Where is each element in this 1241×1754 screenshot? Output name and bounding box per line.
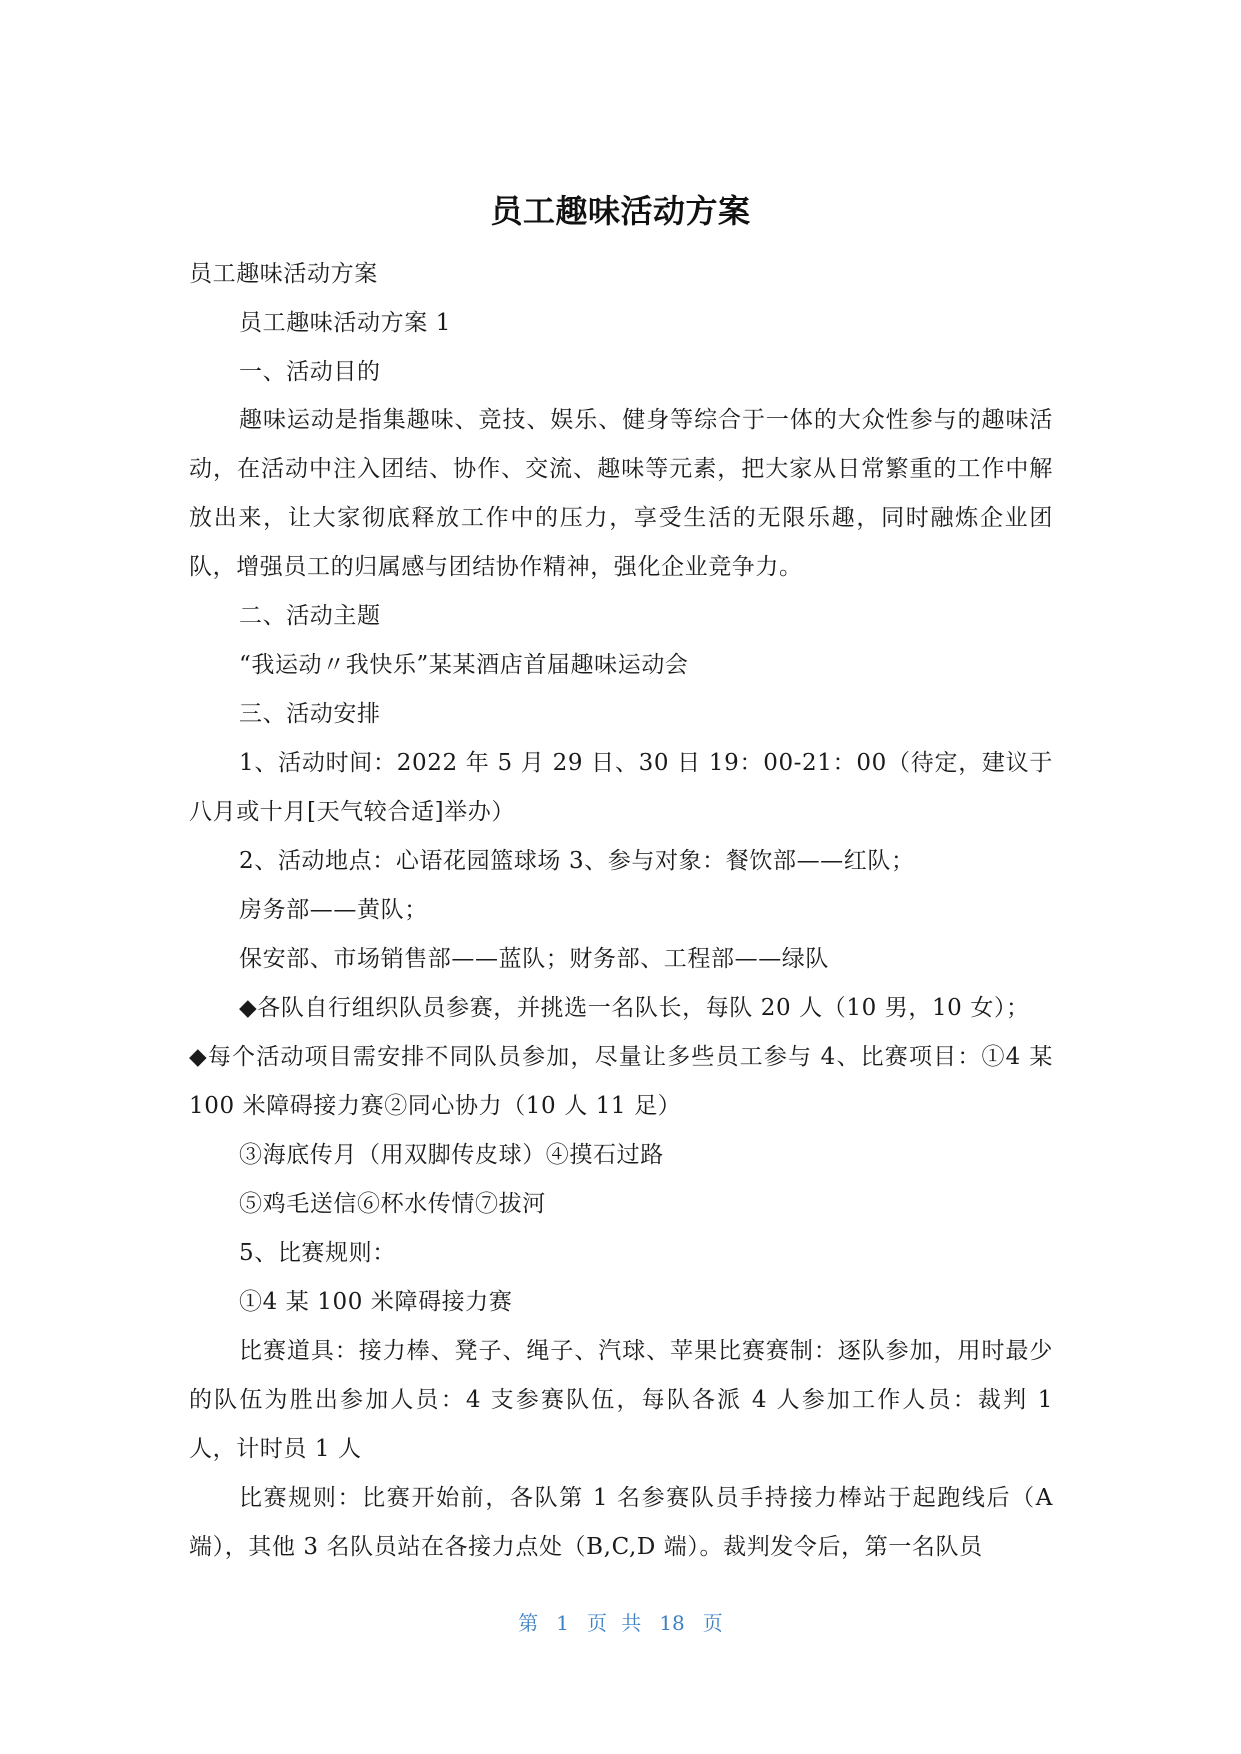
- paragraph: ⑤鸡毛送信⑥杯水传情⑦拔河: [239, 1191, 546, 1217]
- footer-current-page: 1: [556, 1611, 569, 1635]
- paragraph: 趣味运动是指集趣味、竞技、娱乐、健身等综合于一体的大众性参与的趣味活动，在活动中注入团结、协作、交流、趣味等元素，把大家从日常繁重的工作中解放出来，让大家彻底释放工作中的压力，享受生活的无限乐趣，同时融炼企业团队，增强员工的归属感与团结协作精神，强化企业竞争力。: [189, 407, 1053, 580]
- paragraph: 1、活动时间：2022 年 5 月 29 日、30 日 19：00-21：00（待定，建议于八月或十月[天气较合适]举办）: [189, 750, 1053, 825]
- paragraph: 房务部——黄队；: [239, 897, 428, 923]
- footer-word-page: 第: [518, 1611, 539, 1635]
- footer-total-pages: 18: [659, 1611, 685, 1635]
- paragraph: 员工趣味活动方案 1: [239, 310, 451, 336]
- paragraph: ③海底传月（用双脚传皮球）④摸石过路: [239, 1142, 664, 1168]
- paragraph: 比赛规则：比赛开始前，各队第 1 名参赛队员手持接力棒站于起跑线后（A 端），其他 3 名队员站在各接力点处（B,C,D 端）。裁判发令后，第一名队员: [189, 1485, 1053, 1560]
- paragraph: 2、活动地点：心语花园篮球场 3、参与对象：餐饮部——红队；: [239, 848, 915, 874]
- paragraph: ①4 某 100 米障碍接力赛: [239, 1289, 513, 1315]
- paragraph: ◆各队自行组织队员参赛，并挑选一名队长，每队 20 人（10 男，10 女）；: [239, 995, 1030, 1021]
- section-heading: 二、活动主题: [239, 603, 381, 629]
- paragraph: 保安部、市场销售部——蓝队；财务部、工程部——绿队: [239, 946, 829, 972]
- paragraph: 比赛道具：接力棒、凳子、绳子、汽球、苹果比赛赛制：逐队参加，用时最少的队伍为胜出参加人员：4 支参赛队伍，每队各派 4 人参加工作人员：裁判 1 人，计时员 1 人: [189, 1338, 1053, 1462]
- paragraph: 5、比赛规则：: [239, 1240, 396, 1266]
- page-footer: [0, 1607, 1241, 1636]
- paragraph: ◆每个活动项目需安排不同队员参加，尽量让多些员工参与 4、比赛项目：①4 某 100 米障碍接力赛②同心协力（10 人 11 足）: [189, 1044, 1053, 1119]
- footer-word-end: 页: [702, 1611, 723, 1635]
- document-title: 员工趣味活动方案: [490, 192, 751, 230]
- section-heading: 一、活动目的: [239, 359, 381, 385]
- section-heading: 三、活动安排: [239, 701, 381, 727]
- document-body: [189, 250, 1053, 1572]
- paragraph: “我运动〃我快乐”某某酒店首届趣味运动会: [239, 652, 689, 678]
- paragraph: 员工趣味活动方案: [189, 261, 378, 287]
- footer-word-total: 页 共: [586, 1611, 642, 1635]
